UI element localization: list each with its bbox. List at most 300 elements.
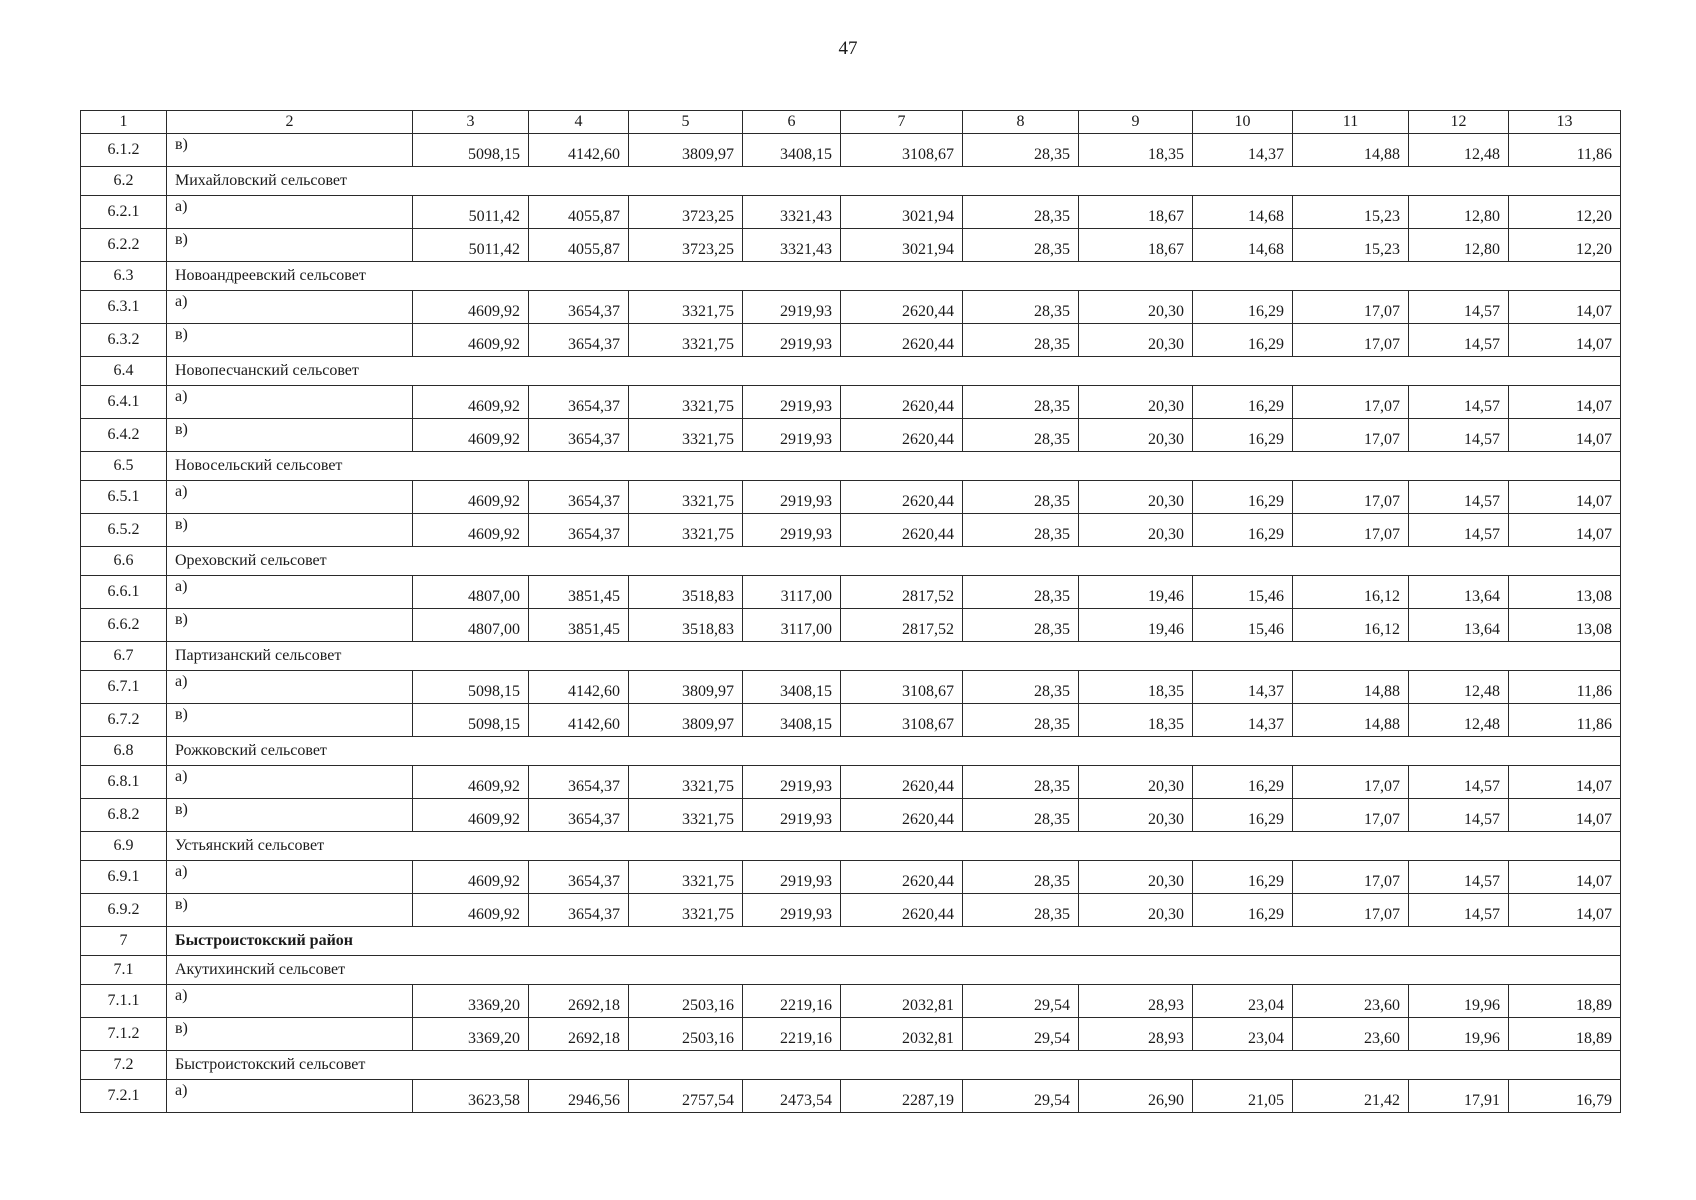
value-cell: 14,07 (1509, 419, 1621, 452)
table-row (81, 514, 1621, 547)
row-number: 6.4.2 (81, 419, 167, 452)
value-cell: 14,57 (1409, 799, 1509, 832)
row-label: в) (167, 1018, 413, 1051)
value-cell: 3321,75 (629, 291, 743, 324)
table-row (81, 985, 1621, 1018)
table-row (81, 481, 1621, 514)
value-cell: 17,07 (1293, 514, 1409, 547)
section-title: Михайловский сельсовет (167, 167, 1621, 196)
value-cell: 3809,97 (629, 134, 743, 167)
value-cell: 14,57 (1409, 861, 1509, 894)
value-cell: 4609,92 (413, 386, 529, 419)
value-cell: 12,80 (1409, 196, 1509, 229)
value-cell: 12,48 (1409, 134, 1509, 167)
value-cell: 4055,87 (529, 229, 629, 262)
value-cell: 2620,44 (841, 861, 963, 894)
column-header: 6 (743, 111, 841, 134)
value-cell: 2919,93 (743, 386, 841, 419)
table-row (81, 894, 1621, 927)
row-label: а) (167, 671, 413, 704)
value-cell: 13,64 (1409, 609, 1509, 642)
value-cell: 4609,92 (413, 799, 529, 832)
value-cell: 14,37 (1193, 671, 1293, 704)
value-cell: 16,29 (1193, 291, 1293, 324)
value-cell: 17,07 (1293, 324, 1409, 357)
value-cell: 3809,97 (629, 704, 743, 737)
value-cell: 3321,75 (629, 419, 743, 452)
value-cell: 14,88 (1293, 704, 1409, 737)
value-cell: 2219,16 (743, 1018, 841, 1051)
value-cell: 3408,15 (743, 704, 841, 737)
value-cell: 2817,52 (841, 576, 963, 609)
row-number: 6.5.2 (81, 514, 167, 547)
table-row (81, 134, 1621, 167)
value-cell: 16,12 (1293, 609, 1409, 642)
section-row (81, 262, 1621, 291)
section-title: Новопесчанский сельсовет (167, 357, 1621, 386)
table-row (81, 1018, 1621, 1051)
value-cell: 16,29 (1193, 481, 1293, 514)
value-cell: 3117,00 (743, 576, 841, 609)
section-title: Быстроистокский район (167, 927, 1621, 956)
value-cell: 14,07 (1509, 799, 1621, 832)
value-cell: 18,35 (1079, 704, 1193, 737)
value-cell: 14,57 (1409, 894, 1509, 927)
value-cell: 4609,92 (413, 481, 529, 514)
value-cell: 3654,37 (529, 324, 629, 357)
value-cell: 23,04 (1193, 1018, 1293, 1051)
table-row (81, 419, 1621, 452)
value-cell: 19,96 (1409, 985, 1509, 1018)
value-cell: 14,37 (1193, 704, 1293, 737)
value-cell: 3654,37 (529, 291, 629, 324)
value-cell: 4142,60 (529, 671, 629, 704)
value-cell: 13,08 (1509, 576, 1621, 609)
value-cell: 5011,42 (413, 229, 529, 262)
value-cell: 3654,37 (529, 894, 629, 927)
value-cell: 28,35 (963, 609, 1079, 642)
value-cell: 3851,45 (529, 609, 629, 642)
value-cell: 14,07 (1509, 766, 1621, 799)
value-cell: 4609,92 (413, 514, 529, 547)
value-cell: 15,23 (1293, 196, 1409, 229)
value-cell: 3408,15 (743, 134, 841, 167)
table-row (81, 576, 1621, 609)
row-number: 6.2 (81, 167, 167, 196)
value-cell: 14,07 (1509, 481, 1621, 514)
value-cell: 3108,67 (841, 704, 963, 737)
value-cell: 3654,37 (529, 514, 629, 547)
value-cell: 14,57 (1409, 419, 1509, 452)
column-header: 3 (413, 111, 529, 134)
value-cell: 2620,44 (841, 386, 963, 419)
value-cell: 3623,58 (413, 1080, 529, 1113)
value-cell: 12,20 (1509, 229, 1621, 262)
value-cell: 17,07 (1293, 481, 1409, 514)
value-cell: 14,07 (1509, 291, 1621, 324)
value-cell: 3321,75 (629, 481, 743, 514)
value-cell: 4055,87 (529, 196, 629, 229)
row-number: 6.2.1 (81, 196, 167, 229)
value-cell: 3809,97 (629, 671, 743, 704)
value-cell: 3321,75 (629, 324, 743, 357)
value-cell: 14,07 (1509, 514, 1621, 547)
column-header: 2 (167, 111, 413, 134)
section-title: Быстроистокский сельсовет (167, 1051, 1621, 1080)
value-cell: 18,67 (1079, 229, 1193, 262)
value-cell: 17,07 (1293, 291, 1409, 324)
column-header: 11 (1293, 111, 1409, 134)
value-cell: 12,20 (1509, 196, 1621, 229)
value-cell: 2032,81 (841, 985, 963, 1018)
table-row (81, 861, 1621, 894)
value-cell: 2919,93 (743, 766, 841, 799)
row-number: 6.7 (81, 642, 167, 671)
value-cell: 16,29 (1193, 766, 1293, 799)
tariff-table (80, 110, 1621, 1113)
value-cell: 3518,83 (629, 576, 743, 609)
value-cell: 14,07 (1509, 386, 1621, 419)
value-cell: 2620,44 (841, 324, 963, 357)
value-cell: 14,07 (1509, 861, 1621, 894)
value-cell: 2757,54 (629, 1080, 743, 1113)
table-body (81, 111, 1621, 1113)
row-number: 6.9.2 (81, 894, 167, 927)
value-cell: 3369,20 (413, 1018, 529, 1051)
value-cell: 14,37 (1193, 134, 1293, 167)
value-cell: 4142,60 (529, 134, 629, 167)
row-number: 7 (81, 927, 167, 956)
value-cell: 2919,93 (743, 419, 841, 452)
section-row (81, 927, 1621, 956)
row-label: а) (167, 576, 413, 609)
value-cell: 2287,19 (841, 1080, 963, 1113)
row-number: 7.2 (81, 1051, 167, 1080)
row-label: в) (167, 704, 413, 737)
value-cell: 3654,37 (529, 481, 629, 514)
value-cell: 5098,15 (413, 671, 529, 704)
row-number: 6.6 (81, 547, 167, 576)
value-cell: 3654,37 (529, 419, 629, 452)
value-cell: 28,35 (963, 671, 1079, 704)
column-header: 12 (1409, 111, 1509, 134)
value-cell: 20,30 (1079, 481, 1193, 514)
value-cell: 11,86 (1509, 704, 1621, 737)
value-cell: 17,07 (1293, 419, 1409, 452)
value-cell: 14,57 (1409, 514, 1509, 547)
value-cell: 12,48 (1409, 671, 1509, 704)
row-number: 7.1.1 (81, 985, 167, 1018)
value-cell: 3518,83 (629, 609, 743, 642)
value-cell: 3321,43 (743, 196, 841, 229)
value-cell: 17,07 (1293, 861, 1409, 894)
value-cell: 18,35 (1079, 671, 1193, 704)
row-label: а) (167, 766, 413, 799)
row-label: а) (167, 861, 413, 894)
value-cell: 2817,52 (841, 609, 963, 642)
value-cell: 3654,37 (529, 766, 629, 799)
value-cell: 3321,43 (743, 229, 841, 262)
value-cell: 3021,94 (841, 229, 963, 262)
row-label: в) (167, 894, 413, 927)
value-cell: 20,30 (1079, 514, 1193, 547)
column-header: 10 (1193, 111, 1293, 134)
row-label: а) (167, 386, 413, 419)
value-cell: 17,07 (1293, 386, 1409, 419)
column-header: 9 (1079, 111, 1193, 134)
value-cell: 2919,93 (743, 291, 841, 324)
value-cell: 3108,67 (841, 134, 963, 167)
value-cell: 2473,54 (743, 1080, 841, 1113)
value-cell: 14,57 (1409, 766, 1509, 799)
value-cell: 3654,37 (529, 799, 629, 832)
value-cell: 13,08 (1509, 609, 1621, 642)
value-cell: 28,35 (963, 514, 1079, 547)
value-cell: 23,04 (1193, 985, 1293, 1018)
row-number: 6.1.2 (81, 134, 167, 167)
section-row (81, 167, 1621, 196)
value-cell: 17,07 (1293, 894, 1409, 927)
value-cell: 14,07 (1509, 894, 1621, 927)
section-title: Партизанский сельсовет (167, 642, 1621, 671)
value-cell: 14,88 (1293, 671, 1409, 704)
value-cell: 2919,93 (743, 894, 841, 927)
value-cell: 19,96 (1409, 1018, 1509, 1051)
section-title: Устьянский сельсовет (167, 832, 1621, 861)
section-row (81, 1051, 1621, 1080)
value-cell: 14,57 (1409, 481, 1509, 514)
value-cell: 29,54 (963, 1018, 1079, 1051)
value-cell: 2620,44 (841, 419, 963, 452)
row-number: 6.6.1 (81, 576, 167, 609)
section-row (81, 956, 1621, 985)
value-cell: 2919,93 (743, 481, 841, 514)
page-number: 47 (838, 38, 858, 59)
value-cell: 5011,42 (413, 196, 529, 229)
row-label: в) (167, 609, 413, 642)
row-number: 6.6.2 (81, 609, 167, 642)
value-cell: 20,30 (1079, 894, 1193, 927)
value-cell: 28,93 (1079, 985, 1193, 1018)
value-cell: 16,29 (1193, 514, 1293, 547)
value-cell: 5098,15 (413, 704, 529, 737)
value-cell: 15,23 (1293, 229, 1409, 262)
value-cell: 16,29 (1193, 419, 1293, 452)
value-cell: 4609,92 (413, 419, 529, 452)
value-cell: 14,57 (1409, 291, 1509, 324)
value-cell: 3369,20 (413, 985, 529, 1018)
row-label: а) (167, 291, 413, 324)
value-cell: 16,29 (1193, 324, 1293, 357)
value-cell: 28,35 (963, 134, 1079, 167)
value-cell: 3408,15 (743, 671, 841, 704)
section-title: Новосельский сельсовет (167, 452, 1621, 481)
row-number: 6.8 (81, 737, 167, 766)
value-cell: 28,35 (963, 576, 1079, 609)
value-cell: 16,79 (1509, 1080, 1621, 1113)
value-cell: 20,30 (1079, 324, 1193, 357)
table-row (81, 229, 1621, 262)
value-cell: 4609,92 (413, 766, 529, 799)
value-cell: 28,35 (963, 419, 1079, 452)
value-cell: 20,30 (1079, 291, 1193, 324)
value-cell: 16,29 (1193, 386, 1293, 419)
value-cell: 2919,93 (743, 514, 841, 547)
row-number: 6.3.2 (81, 324, 167, 357)
value-cell: 4807,00 (413, 576, 529, 609)
value-cell: 2919,93 (743, 324, 841, 357)
section-title: Новоандреевский сельсовет (167, 262, 1621, 291)
value-cell: 18,67 (1079, 196, 1193, 229)
value-cell: 14,57 (1409, 386, 1509, 419)
row-number: 7.1 (81, 956, 167, 985)
table-row (81, 324, 1621, 357)
value-cell: 21,42 (1293, 1080, 1409, 1113)
value-cell: 20,30 (1079, 861, 1193, 894)
value-cell: 17,07 (1293, 766, 1409, 799)
row-number: 6.7.1 (81, 671, 167, 704)
table-row (81, 386, 1621, 419)
value-cell: 28,35 (963, 386, 1079, 419)
value-cell: 2692,18 (529, 1018, 629, 1051)
value-cell: 2620,44 (841, 481, 963, 514)
row-number: 6.9.1 (81, 861, 167, 894)
value-cell: 4609,92 (413, 291, 529, 324)
column-header: 5 (629, 111, 743, 134)
column-header: 1 (81, 111, 167, 134)
section-row (81, 642, 1621, 671)
section-row (81, 832, 1621, 861)
value-cell: 28,35 (963, 291, 1079, 324)
value-cell: 18,35 (1079, 134, 1193, 167)
section-title: Рожковский сельсовет (167, 737, 1621, 766)
value-cell: 28,35 (963, 861, 1079, 894)
row-number: 6.2.2 (81, 229, 167, 262)
value-cell: 18,89 (1509, 1018, 1621, 1051)
value-cell: 21,05 (1193, 1080, 1293, 1113)
value-cell: 2620,44 (841, 291, 963, 324)
value-cell: 3321,75 (629, 514, 743, 547)
value-cell: 28,35 (963, 704, 1079, 737)
value-cell: 3321,75 (629, 386, 743, 419)
row-number: 6.5.1 (81, 481, 167, 514)
column-header: 13 (1509, 111, 1621, 134)
value-cell: 16,29 (1193, 799, 1293, 832)
value-cell: 29,54 (963, 985, 1079, 1018)
table-row (81, 196, 1621, 229)
value-cell: 16,12 (1293, 576, 1409, 609)
value-cell: 19,46 (1079, 609, 1193, 642)
row-number: 6.4.1 (81, 386, 167, 419)
value-cell: 20,30 (1079, 419, 1193, 452)
table-row (81, 671, 1621, 704)
row-label: в) (167, 229, 413, 262)
value-cell: 3654,37 (529, 861, 629, 894)
value-cell: 26,90 (1079, 1080, 1193, 1113)
row-number: 6.8.1 (81, 766, 167, 799)
row-label: а) (167, 196, 413, 229)
column-header: 8 (963, 111, 1079, 134)
row-number: 7.1.2 (81, 1018, 167, 1051)
value-cell: 28,35 (963, 229, 1079, 262)
value-cell: 28,35 (963, 196, 1079, 229)
value-cell: 20,30 (1079, 386, 1193, 419)
column-number-header-row (81, 111, 1621, 134)
value-cell: 2032,81 (841, 1018, 963, 1051)
row-number: 6.7.2 (81, 704, 167, 737)
row-number: 6.5 (81, 452, 167, 481)
value-cell: 14,88 (1293, 134, 1409, 167)
value-cell: 3851,45 (529, 576, 629, 609)
value-cell: 11,86 (1509, 671, 1621, 704)
value-cell: 14,68 (1193, 229, 1293, 262)
value-cell: 19,46 (1079, 576, 1193, 609)
value-cell: 5098,15 (413, 134, 529, 167)
value-cell: 11,86 (1509, 134, 1621, 167)
row-number: 6.3 (81, 262, 167, 291)
value-cell: 17,91 (1409, 1080, 1509, 1113)
value-cell: 20,30 (1079, 766, 1193, 799)
table-row (81, 291, 1621, 324)
value-cell: 2219,16 (743, 985, 841, 1018)
value-cell: 28,35 (963, 481, 1079, 514)
value-cell: 2692,18 (529, 985, 629, 1018)
value-cell: 4609,92 (413, 861, 529, 894)
table-row (81, 609, 1621, 642)
value-cell: 2620,44 (841, 766, 963, 799)
value-cell: 23,60 (1293, 1018, 1409, 1051)
value-cell: 28,35 (963, 894, 1079, 927)
row-label: а) (167, 985, 413, 1018)
value-cell: 15,46 (1193, 609, 1293, 642)
row-number: 7.2.1 (81, 1080, 167, 1113)
value-cell: 3321,75 (629, 894, 743, 927)
value-cell: 4609,92 (413, 324, 529, 357)
value-cell: 23,60 (1293, 985, 1409, 1018)
value-cell: 14,57 (1409, 324, 1509, 357)
row-label: в) (167, 134, 413, 167)
row-label: в) (167, 324, 413, 357)
value-cell: 3321,75 (629, 861, 743, 894)
value-cell: 3723,25 (629, 229, 743, 262)
value-cell: 29,54 (963, 1080, 1079, 1113)
value-cell: 2946,56 (529, 1080, 629, 1113)
section-row (81, 547, 1621, 576)
value-cell: 18,89 (1509, 985, 1621, 1018)
value-cell: 28,35 (963, 799, 1079, 832)
section-title: Акутихинский сельсовет (167, 956, 1621, 985)
row-label: в) (167, 419, 413, 452)
column-header: 7 (841, 111, 963, 134)
row-number: 6.3.1 (81, 291, 167, 324)
value-cell: 2620,44 (841, 894, 963, 927)
row-label: в) (167, 799, 413, 832)
value-cell: 2503,16 (629, 1018, 743, 1051)
row-label: а) (167, 1080, 413, 1113)
row-number: 6.4 (81, 357, 167, 386)
value-cell: 3654,37 (529, 386, 629, 419)
value-cell: 2620,44 (841, 514, 963, 547)
value-cell: 14,07 (1509, 324, 1621, 357)
value-cell: 20,30 (1079, 799, 1193, 832)
value-cell: 4609,92 (413, 894, 529, 927)
value-cell: 28,35 (963, 766, 1079, 799)
table-row (81, 799, 1621, 832)
table-row (81, 766, 1621, 799)
value-cell: 2503,16 (629, 985, 743, 1018)
value-cell: 17,07 (1293, 799, 1409, 832)
table-row (81, 1080, 1621, 1113)
